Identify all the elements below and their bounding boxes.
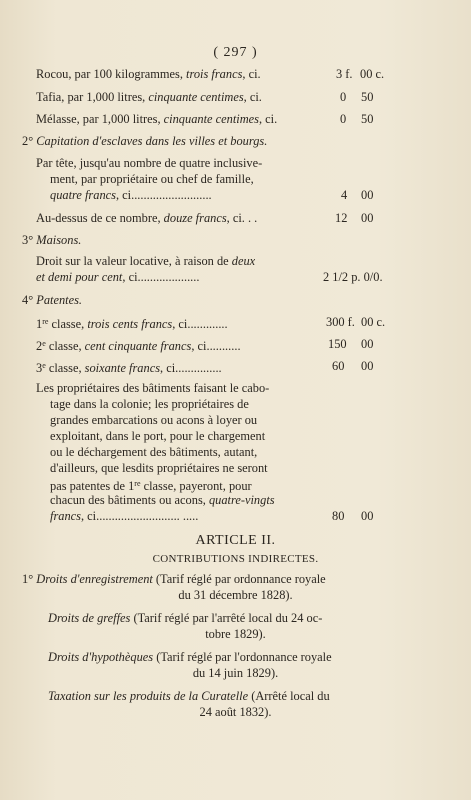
greffes-line-1: Droits de greffes (Tarif réglé par l'arrêté local du 24 oc- bbox=[48, 611, 323, 625]
row-rocou-cents: 00 c. bbox=[360, 67, 385, 81]
proprietaires-line: grandes embarcations ou acons à loyer ou bbox=[50, 413, 258, 427]
proprietaires-line: chacun des bâtiments ou acons, quatre-vingts bbox=[50, 493, 275, 507]
patente-row: 1re classe, trois cents francs, ci............. bbox=[36, 317, 228, 331]
row-rocou-value: 3 f. bbox=[336, 67, 353, 81]
hypotheques-line-1: Droits d'hypothèques (Tarif réglé par l'ordonnance royale bbox=[48, 650, 332, 664]
patente-value: 150 bbox=[328, 337, 347, 351]
proprietaires-cents: 00 bbox=[361, 509, 374, 523]
proprietaires-line: d'ailleurs, que lesdits propriétaires ne seront bbox=[50, 461, 268, 475]
section-patentes: 4° Patentes. bbox=[22, 293, 83, 307]
curatelle-line-1: Taxation sur les produits de la Curatelle (Arrêté local du bbox=[48, 689, 330, 703]
proprietaires-line: tage dans la colonie; les propriétaires de bbox=[50, 397, 249, 411]
droit-value: 2 1/2 p. 0/0. bbox=[323, 270, 383, 284]
par-tete-line-1: Par tête, jusqu'au nombre de quatre inclusive- bbox=[36, 156, 263, 170]
row-tafia-value: 0 bbox=[340, 90, 347, 104]
section-maisons: 3° Maisons. bbox=[22, 233, 82, 247]
par-tete-value: 4 bbox=[341, 188, 348, 202]
proprietaires-line: francs, ci........................... ..... bbox=[50, 509, 199, 523]
greffes-line-2: tobre 1829). bbox=[205, 627, 266, 641]
row-melasse: Mélasse, par 1,000 litres, cinquante centimes, ci. bbox=[36, 112, 278, 126]
au-dessus-cents: 00 bbox=[361, 211, 374, 225]
patente-value: 300 f. bbox=[326, 315, 355, 329]
section-capitation: 2° Capitation d'esclaves dans les villes et bourgs. bbox=[22, 134, 268, 148]
proprietaires-line: pas patentes de 1re classe, payeront, pour bbox=[50, 479, 252, 493]
patente-value: 60 bbox=[332, 359, 345, 373]
row-melasse-cents: 50 bbox=[361, 112, 374, 126]
au-dessus-value: 12 bbox=[335, 211, 348, 225]
proprietaires-line: ou le déchargement des bâtiments, autant, bbox=[50, 445, 258, 459]
proprietaires-value: 80 bbox=[332, 509, 345, 523]
article-title: ARTICLE II. bbox=[195, 533, 276, 548]
page-number: ( 297 ) bbox=[213, 45, 258, 60]
row-tafia: Tafia, par 1,000 litres, cinquante centimes, ci. bbox=[36, 90, 262, 104]
hypotheques-line-2: du 14 juin 1829). bbox=[192, 666, 279, 680]
article-subtitle: CONTRIBUTIONS INDIRECTES. bbox=[152, 553, 319, 565]
proprietaires-line: exploitant, dans le port, pour le chargement bbox=[50, 429, 266, 443]
par-tete-line-3: quatre francs, ci.......................... bbox=[50, 188, 212, 202]
droit-line-1: Droit sur la valeur locative, à raison de deux bbox=[36, 254, 256, 268]
droit-line-2: et demi pour cent, ci.................... bbox=[36, 270, 200, 284]
par-tete-cents: 00 bbox=[361, 188, 374, 202]
patente-row: 3e classe, soixante francs, ci............... bbox=[36, 361, 222, 375]
row-melasse-value: 0 bbox=[340, 112, 347, 126]
par-tete-line-2: ment, par propriétaire ou chef de famille, bbox=[50, 172, 254, 186]
patente-cents: 00 c. bbox=[361, 315, 386, 329]
proprietaires-line: Les propriétaires des bâtiments faisant le cabo- bbox=[36, 381, 270, 395]
patente-cents: 00 bbox=[361, 359, 374, 373]
patente-cents: 00 bbox=[361, 337, 374, 351]
au-dessus-line: Au-dessus de ce nombre, douze francs, ci. . . bbox=[36, 211, 258, 225]
droits-line-1: 1° Droits d'enregistrement (Tarif réglé par ordonnance royale bbox=[22, 572, 326, 586]
patente-row: 2e classe, cent cinquante francs, ci........... bbox=[36, 339, 241, 353]
row-tafia-cents: 50 bbox=[361, 90, 374, 104]
droits-line-2: du 31 décembre 1828). bbox=[178, 588, 293, 602]
row-rocou: Rocou, par 100 kilogrammes, trois francs, ci. bbox=[36, 67, 261, 81]
curatelle-line-2: 24 août 1832). bbox=[199, 705, 272, 719]
